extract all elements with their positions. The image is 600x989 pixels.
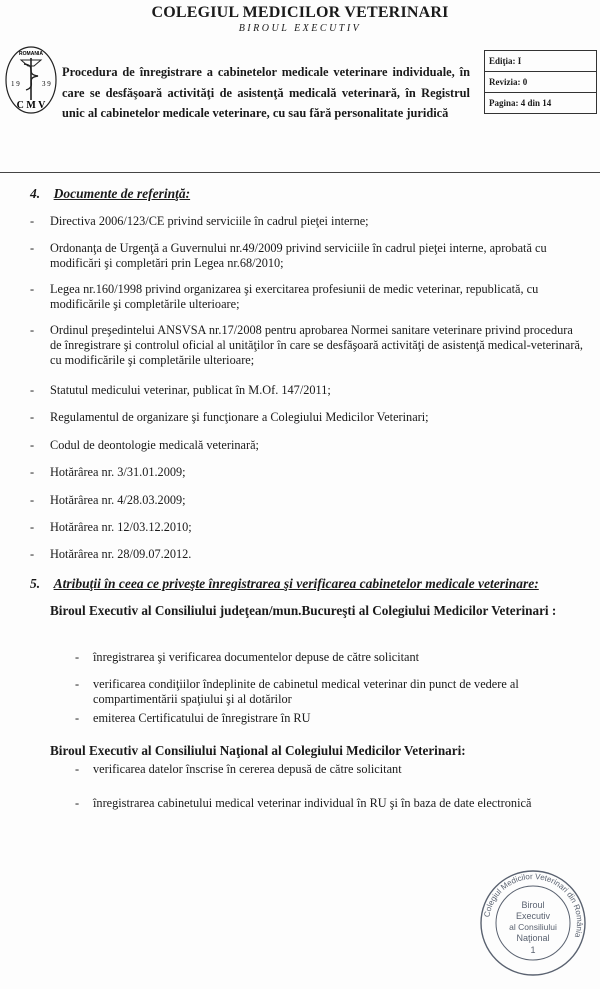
section-5-title: Atribuţii în ceea ce priveşte înregistrarea şi verificarea cabinetelor medicale veterinare:: [53, 576, 539, 591]
logo-year-right: 3 9: [42, 80, 51, 88]
stamp-number: 1: [530, 945, 536, 955]
section-5-number: 5.: [30, 576, 41, 591]
stamp-ring-text: Colegiul Medicilor Veterinari din România: [482, 871, 585, 939]
logo-year-left: 1 9: [11, 80, 20, 88]
logo-letters: C M V: [16, 100, 46, 111]
cmv-logo: [4, 44, 58, 116]
stamp-line-4: Naţional: [516, 933, 550, 943]
header-divider: [0, 172, 600, 173]
edition-label: Ediţia: I: [485, 51, 596, 72]
document-meta-box: [484, 50, 597, 114]
section-4-title: Documente de referinţă:: [53, 186, 191, 201]
procedure-title: Procedura de înregistrare a cabinetelor medicale veterinare individuale, în care se desfăşoară activităţi de asistenţă medicală veterinară, în Registrul unic al cabinetelor medicale veterinare, cu sau fără personalitate juridică: [62, 65, 470, 120]
org-name: COLEGIUL MEDICILOR VETERINARI: [151, 4, 449, 21]
national-bureau-title: Biroul Executiv al Consiliului Naţional al Colegiului Medicilor Veterinari:: [50, 743, 466, 758]
department-name: BIROUL EXECUTIV: [238, 23, 362, 34]
stamp-line-2: Executiv: [515, 911, 551, 921]
section-4-heading: [30, 186, 190, 202]
page-label: Pagina: 4 din 14: [489, 98, 552, 108]
county-bureau-title: Biroul Executiv al Consiliului judeţean/mun.Bucureşti al Colegiului Medicilor Veterinari :: [50, 603, 557, 618]
stamp-line-3: al Consiliului: [509, 922, 557, 932]
stamp-line-1: Biroul: [521, 900, 545, 910]
official-stamp: [478, 868, 588, 978]
section-5-heading: [30, 576, 539, 592]
revision-label: Revizia: 0: [485, 72, 596, 93]
section-4-number: 4.: [30, 186, 41, 201]
logo-top-text: ROMANIA: [19, 51, 43, 57]
